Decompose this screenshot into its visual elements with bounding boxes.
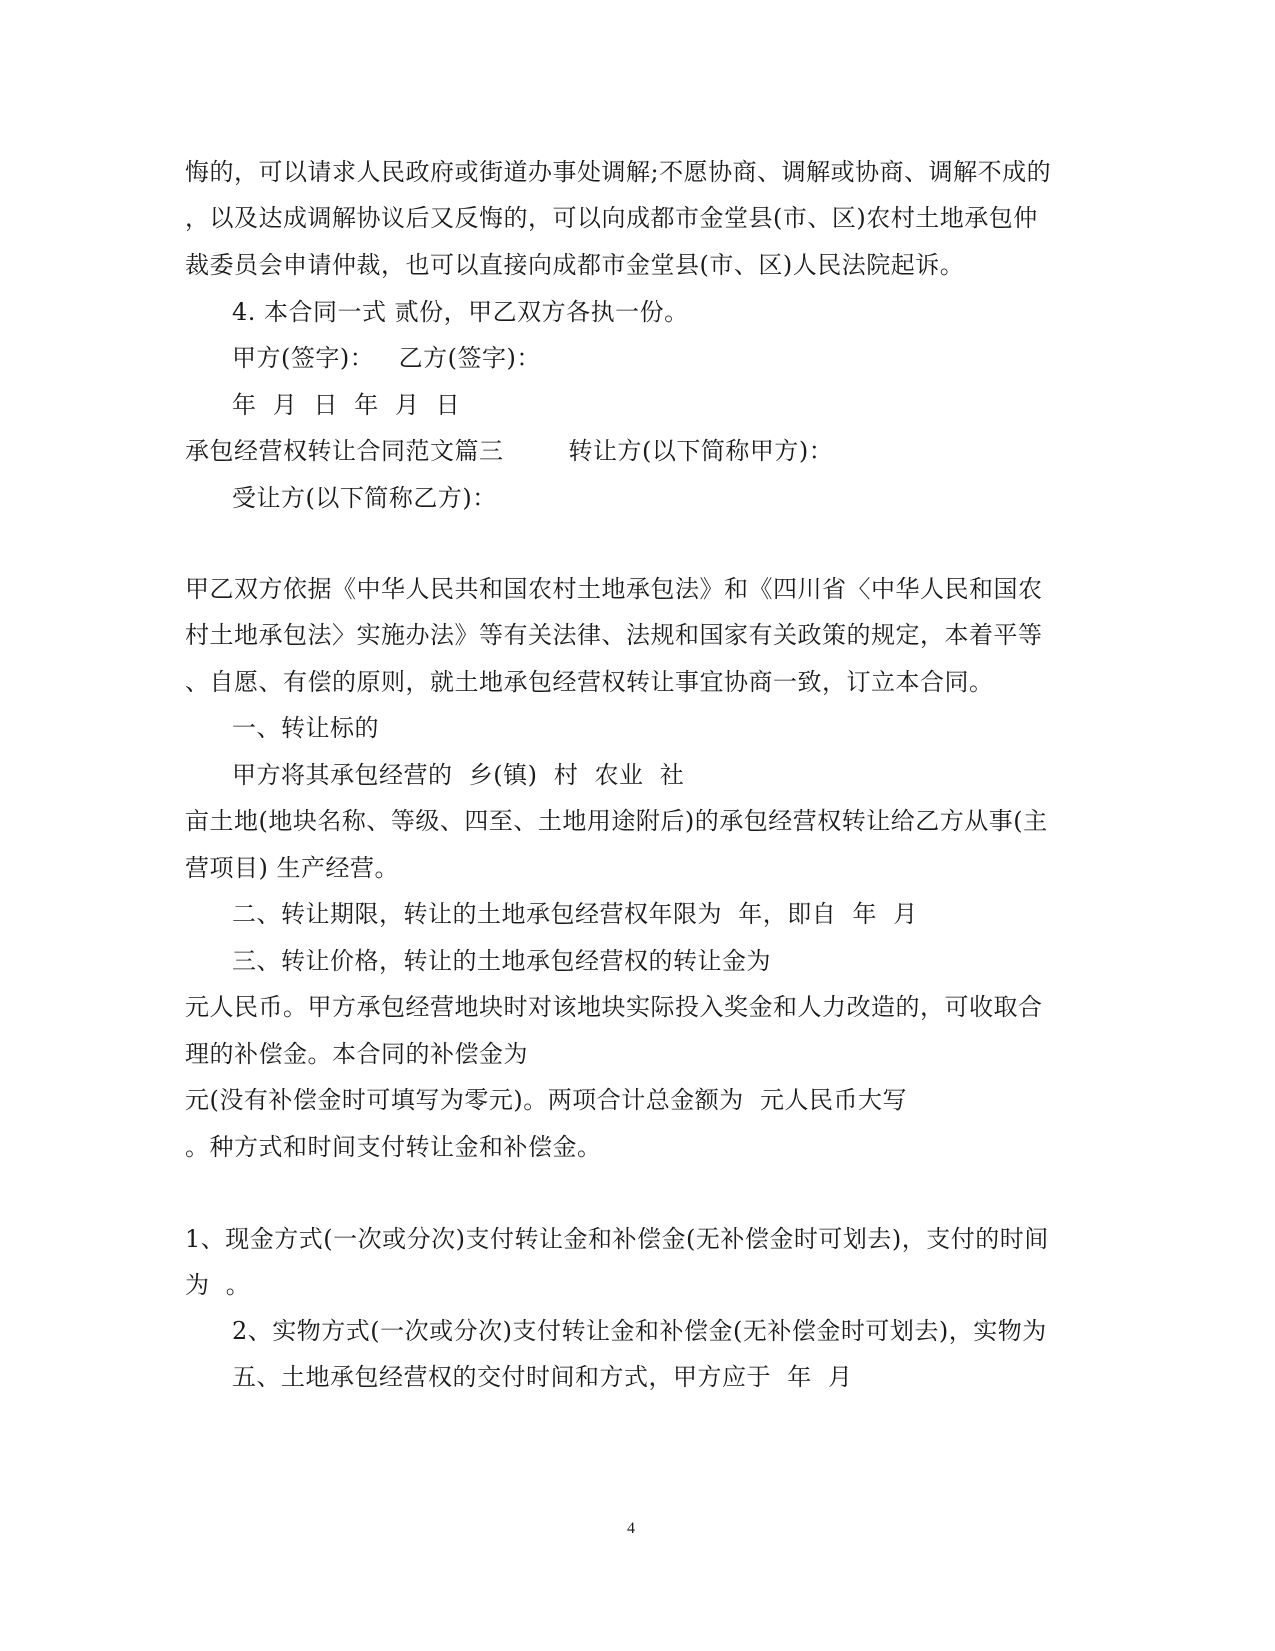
clause-heading-1: 一、转让标的 xyxy=(232,714,379,742)
body-line-4: 4. 本合同一式 贰份，甲乙双方各执一份。 xyxy=(232,298,689,326)
body-line-23: 为 。 xyxy=(185,1271,251,1299)
body-line-11: 、自愿、有偿的原则，就土地承包经营权转让事宜协商一致，订立本合同。 xyxy=(185,668,994,696)
section-heading: 承包经营权转让合同范文篇三 转让方(以下简称甲方)： xyxy=(185,437,834,465)
body-line-15: 营项目) 生产经营。 xyxy=(185,854,399,882)
body-line-1: 悔的，可以请求人民政府或街道办事处调解;不愿协商、调解或协商、调解不成的 xyxy=(185,158,1052,186)
body-line-14: 亩土地(地块名称、等级、四至、土地用途附后)的承包经营权转让给乙方从事(主 xyxy=(185,807,1048,835)
clause-heading-5: 五、土地承包经营权的交付时间和方式，甲方应于 年 月 xyxy=(232,1363,853,1391)
body-line-13: 甲方将其承包经营的 乡(镇) 村 农业 社 xyxy=(232,761,685,789)
page-number: 4 xyxy=(627,1520,635,1537)
body-line-2: ，以及达成调解协议后又反悔的，可以向成都市金堂县(市、区)农村土地承包仲 xyxy=(185,204,1038,232)
body-line-24: 2、实物方式(一次或分次)支付转让金和补偿金(无补偿金时可划去)，实物为 xyxy=(232,1317,1047,1345)
body-line-10: 村土地承包法〉实施办法》等有关法律、法规和国家有关政策的规定，本着平等 xyxy=(185,621,1043,649)
body-line-18: 元人民币。甲方承包经营地块时对该地块实际投入奖金和人力改造的，可收取合 xyxy=(185,993,1043,1021)
body-line-3: 裁委员会申请仲裁，也可以直接向成都市金堂县(市、区)人民法院起诉。 xyxy=(185,251,965,279)
body-line-20: 元(没有补偿金时可填写为零元)。两项合计总金额为 元人民币大写 xyxy=(185,1086,907,1114)
clause-heading-2: 二、转让期限，转让的土地承包经营权年限为 年，即自 年 月 xyxy=(232,900,918,928)
body-line-9: 甲乙双方依据《中华人民共和国农村土地承包法》和《四川省〈中华人民和国农 xyxy=(185,575,1043,603)
clause-heading-3: 三、转让价格，转让的土地承包经营权的转让金为 xyxy=(232,947,771,975)
body-line-19: 理的补偿金。本合同的补偿金为 xyxy=(185,1040,528,1068)
date-line: 年 月 日 年 月 日 xyxy=(232,391,461,419)
signature-line: 甲方(签字)： 乙方(签字)： xyxy=(232,344,541,372)
body-line-21: 。种方式和时间支付转让金和补偿金。 xyxy=(185,1133,602,1161)
body-line-22: 1、现金方式(一次或分次)支付转让金和补偿金(无补偿金时可划去)，支付的时间 xyxy=(185,1225,1049,1253)
body-line-8: 受让方(以下简称乙方)： xyxy=(232,484,497,512)
